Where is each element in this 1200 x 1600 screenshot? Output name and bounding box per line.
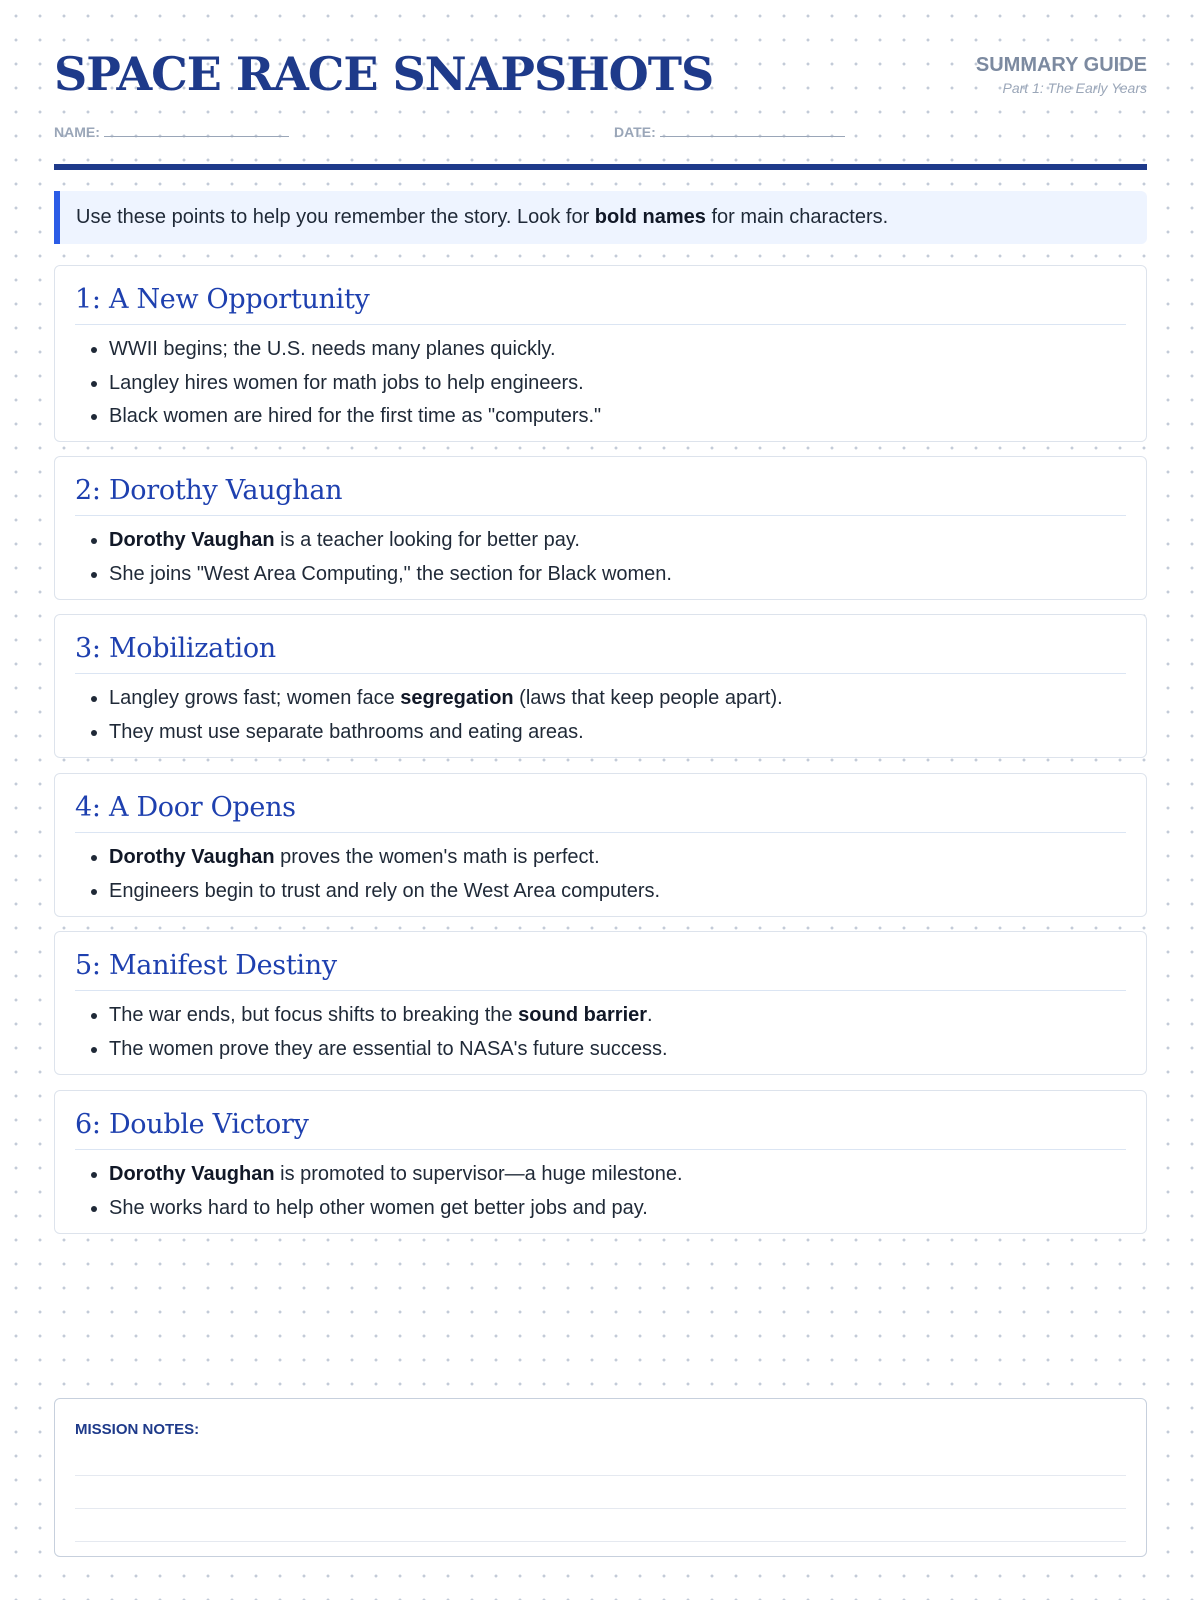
- bullet-bold-text: segregation: [400, 687, 514, 709]
- bullet-text: (laws that keep people apart).: [513, 687, 783, 709]
- bullet-text: She joins "West Area Computing," the section for Black women.: [109, 562, 672, 585]
- section-card: [54, 931, 1147, 1075]
- section-card: [54, 773, 1147, 917]
- date-field[interactable]: [614, 122, 845, 140]
- notes-writing-line: [75, 1541, 1126, 1542]
- mission-notes-label: MISSION NOTES:: [75, 1421, 200, 1438]
- page-title: SPACE RACE SNAPSHOTS: [54, 47, 714, 101]
- header-divider: [54, 164, 1147, 170]
- section-bullets: [75, 682, 1126, 749]
- section-card: [54, 456, 1147, 600]
- bullet-item: [109, 524, 1126, 558]
- bullet-item: [109, 367, 1126, 401]
- section-title: 2: Dorothy Vaughan: [75, 473, 1126, 516]
- bullet-item: [109, 999, 1126, 1033]
- worksheet-header: [54, 40, 1147, 170]
- section-card: [54, 265, 1147, 442]
- section-card: [54, 1090, 1147, 1234]
- section-title: 1: A New Opportunity: [75, 282, 1126, 325]
- guide-title: SUMMARY GUIDE: [975, 54, 1147, 76]
- mission-notes-box[interactable]: [54, 1398, 1147, 1557]
- section-bullets: [75, 841, 1126, 908]
- bullet-item: [109, 1158, 1126, 1192]
- notes-writing-line: [75, 1475, 1126, 1476]
- intro-text-bold: bold names: [594, 206, 706, 228]
- bullet-item: [109, 558, 1126, 592]
- worksheet-page: [54, 0, 1147, 1600]
- section-title: 4: A Door Opens: [75, 790, 1126, 833]
- bullet-bold-text: sound barrier: [518, 1004, 648, 1026]
- guide-subtitle: Part 1: The Early Years: [1002, 80, 1147, 96]
- bullet-text: The women prove they are essential to NASA's future success.: [109, 1037, 668, 1060]
- section-title: 3: Mobilization: [75, 631, 1126, 674]
- bullet-text: WWII begins; the U.S. needs many planes quickly.: [109, 338, 556, 360]
- notes-writing-line: [75, 1508, 1126, 1509]
- intro-text-start: Use these points to help you remember the story. Look for: [76, 206, 595, 228]
- name-field[interactable]: [54, 122, 289, 140]
- section-bullets: [75, 999, 1126, 1066]
- date-blank-line[interactable]: [660, 122, 845, 137]
- bullet-text: is promoted to supervisor—a huge milestone.: [274, 1163, 683, 1185]
- section-card: [54, 614, 1147, 758]
- bullet-text: Langley grows fast; women face: [109, 687, 401, 709]
- bullet-text: She works hard to help other women get better jobs and pay.: [109, 1196, 648, 1219]
- bullet-item: [109, 400, 1126, 434]
- bullet-bold-text: Dorothy Vaughan: [109, 529, 275, 551]
- bullet-text: Langley hires women for math jobs to help engineers.: [109, 371, 584, 394]
- bullet-text: They must use separate bathrooms and eating areas.: [109, 720, 584, 743]
- section-bullets: [75, 1158, 1126, 1225]
- bullet-item: [109, 333, 1126, 367]
- name-blank-line[interactable]: [104, 122, 289, 137]
- intro-callout: [54, 191, 1147, 244]
- section-bullets: [75, 333, 1126, 434]
- bullet-item: [109, 682, 1126, 716]
- bullet-text: proves the women's math is perfect.: [274, 846, 600, 868]
- section-title: 5: Manifest Destiny: [75, 948, 1126, 991]
- bullet-bold-text: Dorothy Vaughan: [109, 1163, 275, 1185]
- section-title: 6: Double Victory: [75, 1107, 1126, 1150]
- guide-block: [976, 52, 1147, 98]
- bullet-item: [109, 716, 1126, 750]
- bullet-text: is a teacher looking for better pay.: [274, 529, 580, 551]
- date-label: DATE:: [614, 124, 656, 140]
- bullet-text: .: [647, 1004, 653, 1026]
- bullet-bold-text: Dorothy Vaughan: [109, 846, 275, 868]
- bullet-text: The war ends, but focus shifts to breaking the: [109, 1004, 519, 1026]
- bullet-item: [109, 1033, 1126, 1067]
- bullet-item: [109, 1192, 1126, 1226]
- bullet-text: Black women are hired for the first time as "computers.": [109, 405, 602, 427]
- section-bullets: [75, 524, 1126, 591]
- bullet-item: [109, 875, 1126, 909]
- name-label: NAME:: [54, 124, 100, 140]
- bullet-item: [109, 841, 1126, 875]
- bullet-text: Engineers begin to trust and rely on the West Area computers.: [109, 879, 661, 902]
- intro-text-end: for main characters.: [705, 206, 889, 228]
